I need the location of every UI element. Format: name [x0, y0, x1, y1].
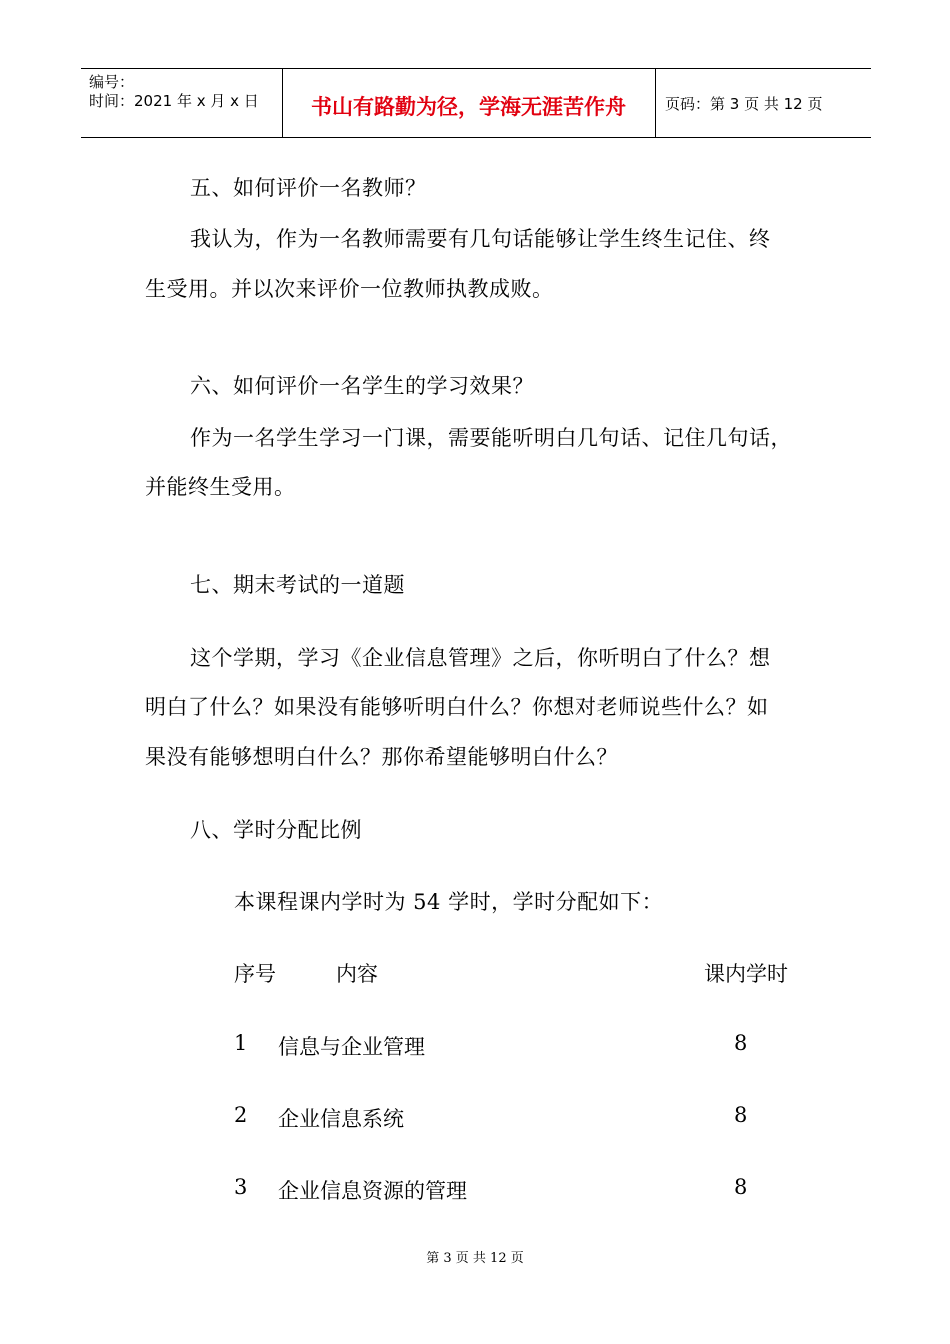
- table-header-no: 序号: [234, 962, 276, 986]
- number-label: 编号：: [89, 73, 135, 91]
- row-content: 企业信息系统: [278, 1107, 404, 1131]
- row-hours: 8: [734, 1031, 748, 1055]
- row-no: 1: [234, 1031, 248, 1055]
- section-5-heading: 五、如何评价一名教师？: [190, 176, 427, 200]
- section-5-paragraph-line: 我认为，作为一名教师需要有几句话能够让学生终生记住、终: [190, 227, 771, 251]
- section-6-paragraph-line: 作为一名学生学习一门课，需要能听明白几句话、记住几句话，: [190, 426, 792, 450]
- row-content: 企业信息资源的管理: [278, 1179, 467, 1203]
- header-table: [81, 68, 871, 138]
- section-5-paragraph-line: 生受用。并以次来评价一位教师执教成败。: [145, 277, 554, 301]
- section-7-paragraph-line: 明白了什么？如果没有能够听明白什么？你想对老师说些什么？如: [145, 695, 769, 719]
- section-8-intro: 本课程课内学时为 54 学时，学时分配如下：: [234, 890, 664, 914]
- page-footer: 第 3 页 共 12 页: [426, 1251, 524, 1266]
- section-6-heading: 六、如何评价一名学生的学习效果？: [190, 374, 534, 398]
- header-left-cell: [89, 73, 279, 111]
- header-motto: 书山有路勤为径，学海无涯苦作舟: [311, 95, 626, 119]
- header-page-info: 页码：第 3 页 共 12 页: [665, 95, 823, 113]
- row-hours: 8: [734, 1103, 748, 1127]
- section-7-heading: 七、期末考试的一道题: [190, 573, 405, 597]
- row-no: 2: [234, 1103, 248, 1127]
- section-7-paragraph-line: 这个学期，学习《企业信息管理》之后，你听明白了什么？想: [190, 646, 771, 670]
- table-header-content: 内容: [336, 962, 378, 986]
- row-hours: 8: [734, 1175, 748, 1199]
- header-divider: [655, 69, 656, 137]
- table-header-hours: 课内学时: [704, 962, 788, 986]
- section-8-heading: 八、学时分配比例: [190, 818, 362, 842]
- section-7-paragraph-line: 果没有能够想明白什么？那你希望能够明白什么？: [145, 745, 618, 769]
- row-content: 信息与企业管理: [278, 1035, 425, 1059]
- row-no: 3: [234, 1175, 248, 1199]
- section-6-paragraph-line: 并能终生受用。: [145, 475, 296, 499]
- time-label: 时间：2021 年 x 月 x 日: [89, 92, 259, 110]
